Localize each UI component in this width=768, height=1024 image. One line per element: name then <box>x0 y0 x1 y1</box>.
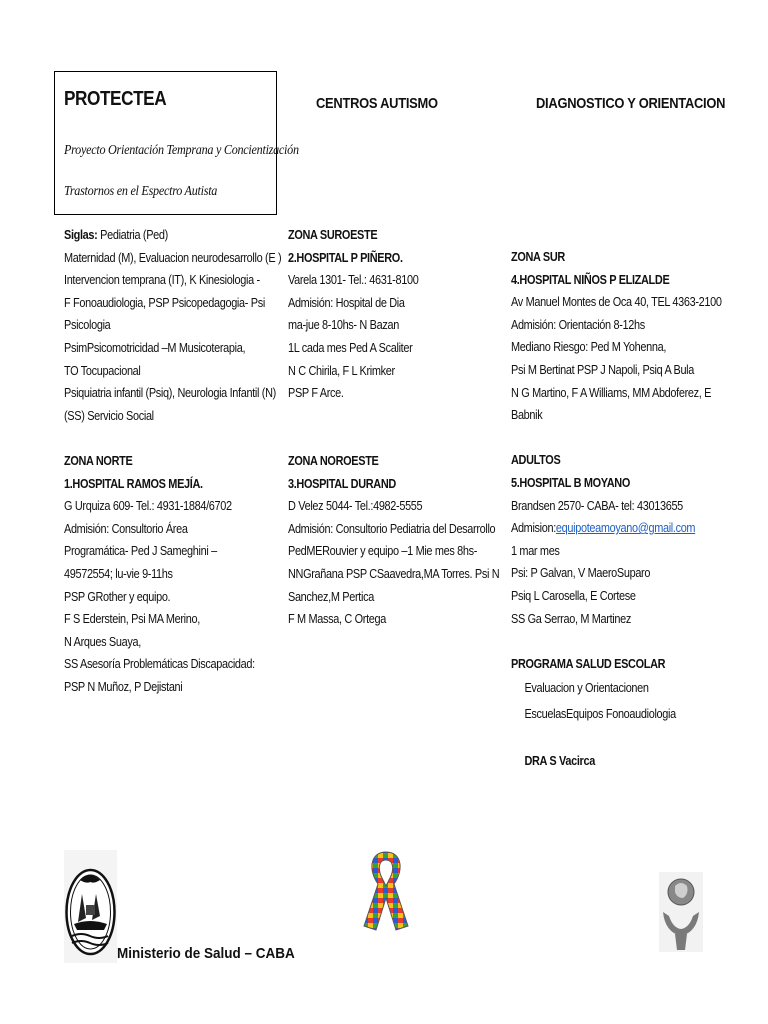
hospital-durand: 3.HOSPITAL DURAND <box>288 475 396 491</box>
info-line: Psiq L Carosella, E Cortese <box>511 587 636 603</box>
info-line: Admisión: Orientación 8-12hs <box>511 316 645 332</box>
info-line: Admisión: Consultorio Pediatria del Desarrollo <box>288 520 496 536</box>
info-line: G Urquiza 609- Tel.: 4931-1884/6702 <box>64 498 232 514</box>
brand-title: PROTECTEA <box>64 88 167 110</box>
info-line: PedMERouvier y equipo –1 Mie mes 8hs- <box>288 543 478 559</box>
siglas-line: (SS) Servicio Social <box>64 407 154 423</box>
info-line: F M Massa, C Ortega <box>288 611 386 627</box>
zona-sur-heading: ZONA SUR <box>511 249 565 264</box>
email-link[interactable]: equipoteamoyano@gmail.com <box>555 520 696 536</box>
programa-heading: PROGRAMA SALUD ESCOLAR <box>511 655 666 671</box>
column-1 <box>64 224 323 698</box>
info-line: Programática- Ped J Sameghini – <box>64 543 217 559</box>
info-line: SS Ga Serrao, M Martinez <box>511 610 631 626</box>
info-line: 49572554; lu-vie 9-11hs <box>64 565 173 581</box>
siglas-line: Intervencion temprana (IT), K Kinesiologia - <box>64 272 260 288</box>
admision-line: Admision:equipoteamoyano@gmail.com <box>511 520 696 536</box>
info-line: 1L cada mes Ped A Scaliter <box>288 339 413 355</box>
hospital-moyano: 5.HOSPITAL B MOYANO <box>511 474 631 490</box>
col3-title: DIAGNOSTICO Y ORIENTACION <box>536 95 726 112</box>
siglas-line: Psiquiatria infantil (Psiq), Neurologia Infantil (N) <box>64 385 276 401</box>
adultos-heading: ADULTOS <box>511 452 561 468</box>
siglas-line: Maternidad (M), Evaluacion neurodesarrollo (E ) <box>64 249 282 265</box>
zona-noroeste-heading: ZONA NOROESTE <box>288 452 379 468</box>
info-line: N G Martino, F A Williams, MM Abdoferez, E <box>511 384 712 400</box>
column-3 <box>511 246 762 772</box>
info-line: Psi: P Galvan, V MaeroSuparo <box>511 565 651 581</box>
title-box <box>54 71 299 215</box>
siglas-line: Psicologia <box>64 317 111 333</box>
info-line: PSP F Arce. <box>288 385 344 401</box>
info-line: Babnik <box>511 407 543 423</box>
info-line: N Arques Suaya, <box>64 633 141 649</box>
zona-suroeste-heading: ZONA SUROESTE <box>288 227 378 242</box>
info-line: NNGrañana PSP CSaavedra,MA Torres. Psi N <box>288 565 500 581</box>
info-line: Admisión: Hospital de Dia <box>288 294 405 310</box>
subtitle-1: Proyecto Orientación Temprana y Concientización <box>64 142 299 157</box>
info-line: PSP GRother y equipo. <box>64 588 171 604</box>
subtitle-2: Trastornos en el Espectro Autista <box>64 183 218 198</box>
autism-ribbon-icon <box>358 848 414 932</box>
info-line: Mediano Riesgo: Ped M Yohenna, <box>511 339 667 355</box>
info-line: ma-jue 8-10hs- N Bazan <box>288 317 399 333</box>
ministry-label: Ministerio de Salud – CABA <box>117 945 295 962</box>
info-line: N C Chirila, F L Krimker <box>288 362 395 378</box>
siglas-line: F Fonoaudiologia, PSP Psicopedagogia- Psi <box>64 294 265 310</box>
info-line: 1 mar mes <box>511 542 560 558</box>
info-line: Admisión: Consultorio Área <box>64 520 188 536</box>
info-line: F S Ederstein, Psi MA Merino, <box>64 611 200 627</box>
info-line: SS Asesoría Problemáticas Discapacidad: <box>64 656 255 672</box>
siglas-line: PsimPsicomotricidad –M Musicoterapia, <box>64 339 246 355</box>
info-line: Varela 1301- Tel.: 4631-8100 <box>288 272 419 288</box>
info-line: Av Manuel Montes de Oca 40, TEL 4363-2100 <box>511 294 722 310</box>
column-2 <box>288 224 540 631</box>
programa-line: EscuelasEquipos Fonoaudiologia <box>524 706 676 722</box>
info-line: Sanchez,M Pertica <box>288 588 374 604</box>
info-line: Brandsen 2570- CABA- tel: 43013655 <box>511 497 683 513</box>
hospital-pinero: 2.HOSPITAL P PIÑERO. <box>288 249 403 265</box>
info-line: Psi M Bertinat PSP J Napoli, Psiq A Bula <box>511 361 695 377</box>
info-line: D Velez 5044- Tel.:4982-5555 <box>288 498 423 514</box>
hands-baby-icon <box>659 872 703 952</box>
hospital-elizalde: 4.HOSPITAL NIÑOS P ELIZALDE <box>511 271 670 287</box>
dra-name: DRA S Vacirca <box>524 752 595 768</box>
zona-norte-heading: ZONA NORTE <box>64 452 133 468</box>
programa-line: Evaluacion y Orientacionen <box>524 680 649 696</box>
siglas-line: TO Tocupacional <box>64 362 141 378</box>
siglas-line: Siglas: Pediatria (Ped) <box>64 227 168 242</box>
hospital-ramos-mejia: 1.HOSPITAL RAMOS MEJÍA. <box>64 475 203 491</box>
city-seal-icon <box>64 850 117 963</box>
col2-title: CENTROS AUTISMO <box>316 95 438 112</box>
info-line: PSP N Muñoz, P Dejistani <box>64 678 183 694</box>
